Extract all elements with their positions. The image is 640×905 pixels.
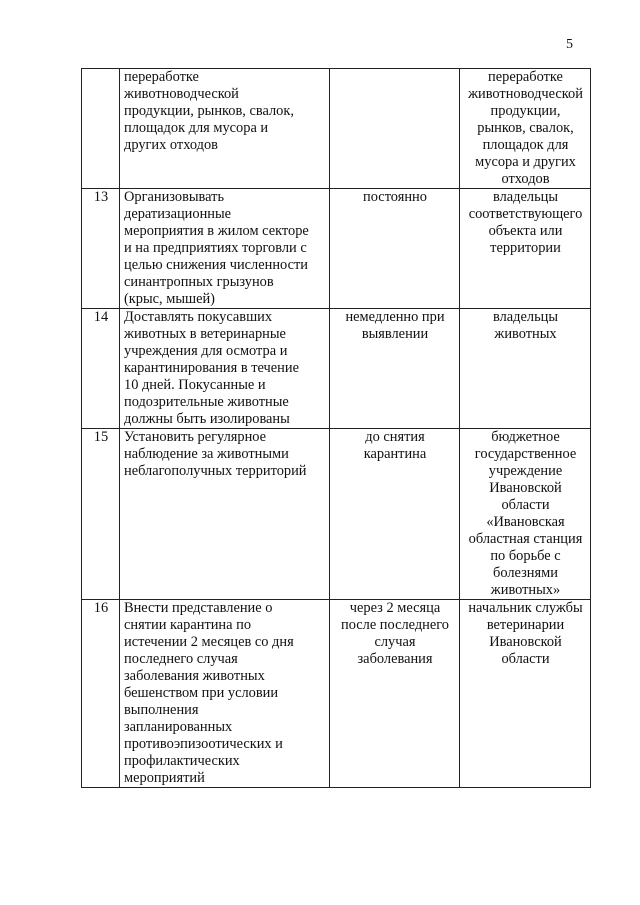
responsible-cell: владельцы соответствующего объекта или территории [460, 189, 591, 309]
responsible-cell: владельцы животных [460, 309, 591, 429]
deadline-cell: постоянно [330, 189, 460, 309]
responsible-cell: переработке животноводческой продукции, рынков, свалок, площадок для мусора и других отходов [460, 69, 591, 189]
measure-cell: переработке животноводческой продукции, рынков, свалок, площадок для мусора и других отходов [120, 69, 330, 189]
row-number-cell: 13 [82, 189, 120, 309]
deadline-cell: немедленно при выявлении [330, 309, 460, 429]
deadline-cell: через 2 месяца после последнего случая заболевания [330, 600, 460, 788]
table-row [82, 600, 591, 788]
responsible-cell: начальник службы ветеринарии Ивановской области [460, 600, 591, 788]
table-row [82, 429, 591, 600]
deadline-cell [330, 69, 460, 189]
table-row [82, 309, 591, 429]
row-number-cell: 15 [82, 429, 120, 600]
measure-cell: Установить регулярное наблюдение за животными неблагополучных территорий [120, 429, 330, 600]
row-number-cell [82, 69, 120, 189]
deadline-cell: до снятия карантина [330, 429, 460, 600]
row-number-cell: 14 [82, 309, 120, 429]
table-row [82, 189, 591, 309]
page-number: 5 [566, 37, 573, 52]
row-number-cell: 16 [82, 600, 120, 788]
measures-table [81, 68, 591, 788]
measure-cell: Доставлять покусавших животных в ветеринарные учреждения для осмотра и карантинирования в течение 10 дней. Покусанные и подозрительные животные должны быть изолированы [120, 309, 330, 429]
table-row [82, 69, 591, 189]
responsible-cell: бюджетное государственное учреждение Ивановской области «Ивановская областная станция по борьбе с болезнями животных» [460, 429, 591, 600]
measure-cell: Внести представление о снятии карантина по истечении 2 месяцев со дня последнего случая заболевания животных бешенством при условии выполнения запланированных противоэпизоотических и профилактических мероприятий [120, 600, 330, 788]
measure-cell: Организовывать дератизационные мероприятия в жилом секторе и на предприятиях торговли с целью снижения численности синантропных грызунов (крыс, мышей) [120, 189, 330, 309]
